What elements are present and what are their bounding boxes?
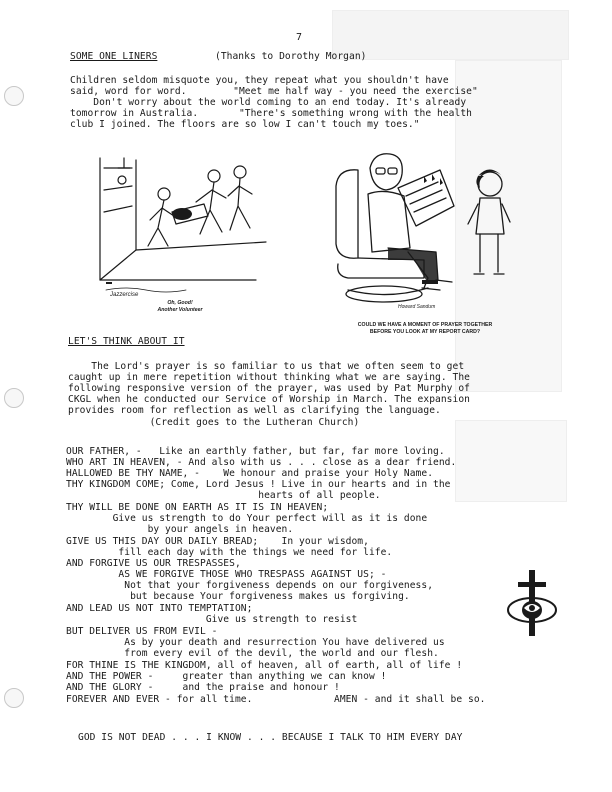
prayer-line: FOR THINE IS THE KINGDOM, all of heaven, all of earth, all of life ! — [66, 660, 463, 671]
prayer-line: FOREVER AND EVER - for all time. AMEN - and it shall be so. — [66, 694, 486, 705]
prayer-line: HALLOWED BE THY NAME, - We honour and praise your Holy Name. — [66, 468, 434, 479]
intro-credit-line: (Credit goes to the Lutheran Church) — [68, 417, 360, 428]
cartoonist-signature: Howard Sandum — [398, 304, 436, 310]
prayer-line: fill each day with the things we need for life. — [66, 547, 393, 558]
one-liner-line: club I joined. The floors are so low I can't touch my toes." — [70, 119, 420, 130]
prayer-line: OUR FATHER, - Like an earthly father, but far, far more loving. — [66, 446, 445, 457]
cartoon-left-caption-line1: Oh, Good! — [167, 300, 193, 306]
page-number: 7 — [296, 32, 303, 43]
prayer-line: As by your death and resurrection You have delivered us — [66, 637, 445, 648]
intro-line: The Lord's prayer is so familiar to us that we often seem to get — [68, 361, 465, 372]
binder-hole-top — [4, 86, 24, 106]
intro-line: provides room for reflection as well as clarifying the language. — [68, 405, 441, 416]
prayer-line: GIVE US THIS DAY OUR DAILY BREAD; In your wisdom, — [66, 536, 369, 547]
think-about-it-heading: LET'S THINK ABOUT IT — [68, 336, 185, 347]
one-liners-heading: SOME ONE LINERS — [70, 51, 158, 62]
prayer-line: AND LEAD US NOT INTO TEMPTATION; — [66, 603, 253, 614]
prayer-line: AND FORGIVE US OUR TRESPASSES, — [66, 558, 241, 569]
closing-line: GOD IS NOT DEAD . . . I KNOW . . . BECAUSE I TALK TO HIM EVERY DAY — [78, 732, 463, 743]
one-liner-line: said, word for word. "Meet me half way - you need the exercise" — [70, 86, 478, 97]
intro-line: CKGL when he conducted our Service of Worship in March. The expansion — [68, 394, 470, 405]
cartoon-right-caption-line2: BEFORE YOU LOOK AT MY REPORT CARD? — [369, 329, 481, 335]
bleed-through-shadow — [332, 10, 569, 60]
prayer-line: THY WILL BE DONE ON EARTH AS IT IS IN HEAVEN; — [66, 502, 329, 513]
intro-line: following responsive version of the prayer, was used by Pat Murphy of — [68, 383, 470, 394]
one-liners-credit: (Thanks to Dorothy Morgan) — [215, 51, 367, 62]
cartoon-jazzercise-illustration — [96, 150, 268, 308]
prayer-line: from every evil of the devil, the world and our flesh. — [66, 648, 439, 659]
prayer-line: WHO ART IN HEAVEN, - And also with us . . . close as a dear friend. — [66, 457, 457, 468]
prayer-line: AS WE FORGIVE THOSE WHO TRESPASS AGAINST US; - — [66, 569, 387, 580]
cartoon-report-card-illustration — [328, 148, 518, 316]
prayer-line: hearts of all people. — [66, 490, 381, 501]
prayer-line: but because Your forgiveness makes us forgiving. — [66, 591, 410, 602]
prayer-line: BUT DELIVER US FROM EVIL - — [66, 626, 218, 637]
jazzercise-sign: Jazzercise — [110, 292, 139, 298]
prayer-line: Give us strength to do Your perfect will as it is done — [66, 513, 428, 524]
prayer-line: Give us strength to resist — [66, 614, 358, 625]
intro-line: caught up in mere repetition without thinking what we are saying. The — [68, 372, 470, 383]
one-liner-line: Children seldom misquote you, they repeat what you shouldn't have — [70, 75, 449, 86]
binder-hole-middle — [4, 388, 24, 408]
cartoon-right-caption-line1: COULD WE HAVE A MOMENT OF PRAYER TOGETHER — [357, 322, 493, 328]
church-cross-globe-emblem — [506, 568, 558, 640]
prayer-line: AND THE POWER - greater than anything we can know ! — [66, 671, 387, 682]
prayer-line: THY KINGDOM COME; Come, Lord Jesus ! Live in our hearts and in the — [66, 479, 451, 490]
cartoon-left-caption-line2: Another Volunteer — [157, 307, 203, 313]
prayer-line: by your angels in heaven. — [66, 524, 294, 535]
prayer-line: Not that your forgiveness depends on our forgiveness, — [66, 580, 434, 591]
binder-hole-bottom — [4, 688, 24, 708]
bleed-through-shadow — [455, 420, 567, 502]
prayer-line: AND THE GLORY - and the praise and honour ! — [66, 682, 340, 693]
one-liner-line: tomorrow in Australia. "There's something wrong with the health — [70, 108, 472, 119]
one-liner-line: Don't worry about the world coming to an end today. It's already — [70, 97, 467, 108]
